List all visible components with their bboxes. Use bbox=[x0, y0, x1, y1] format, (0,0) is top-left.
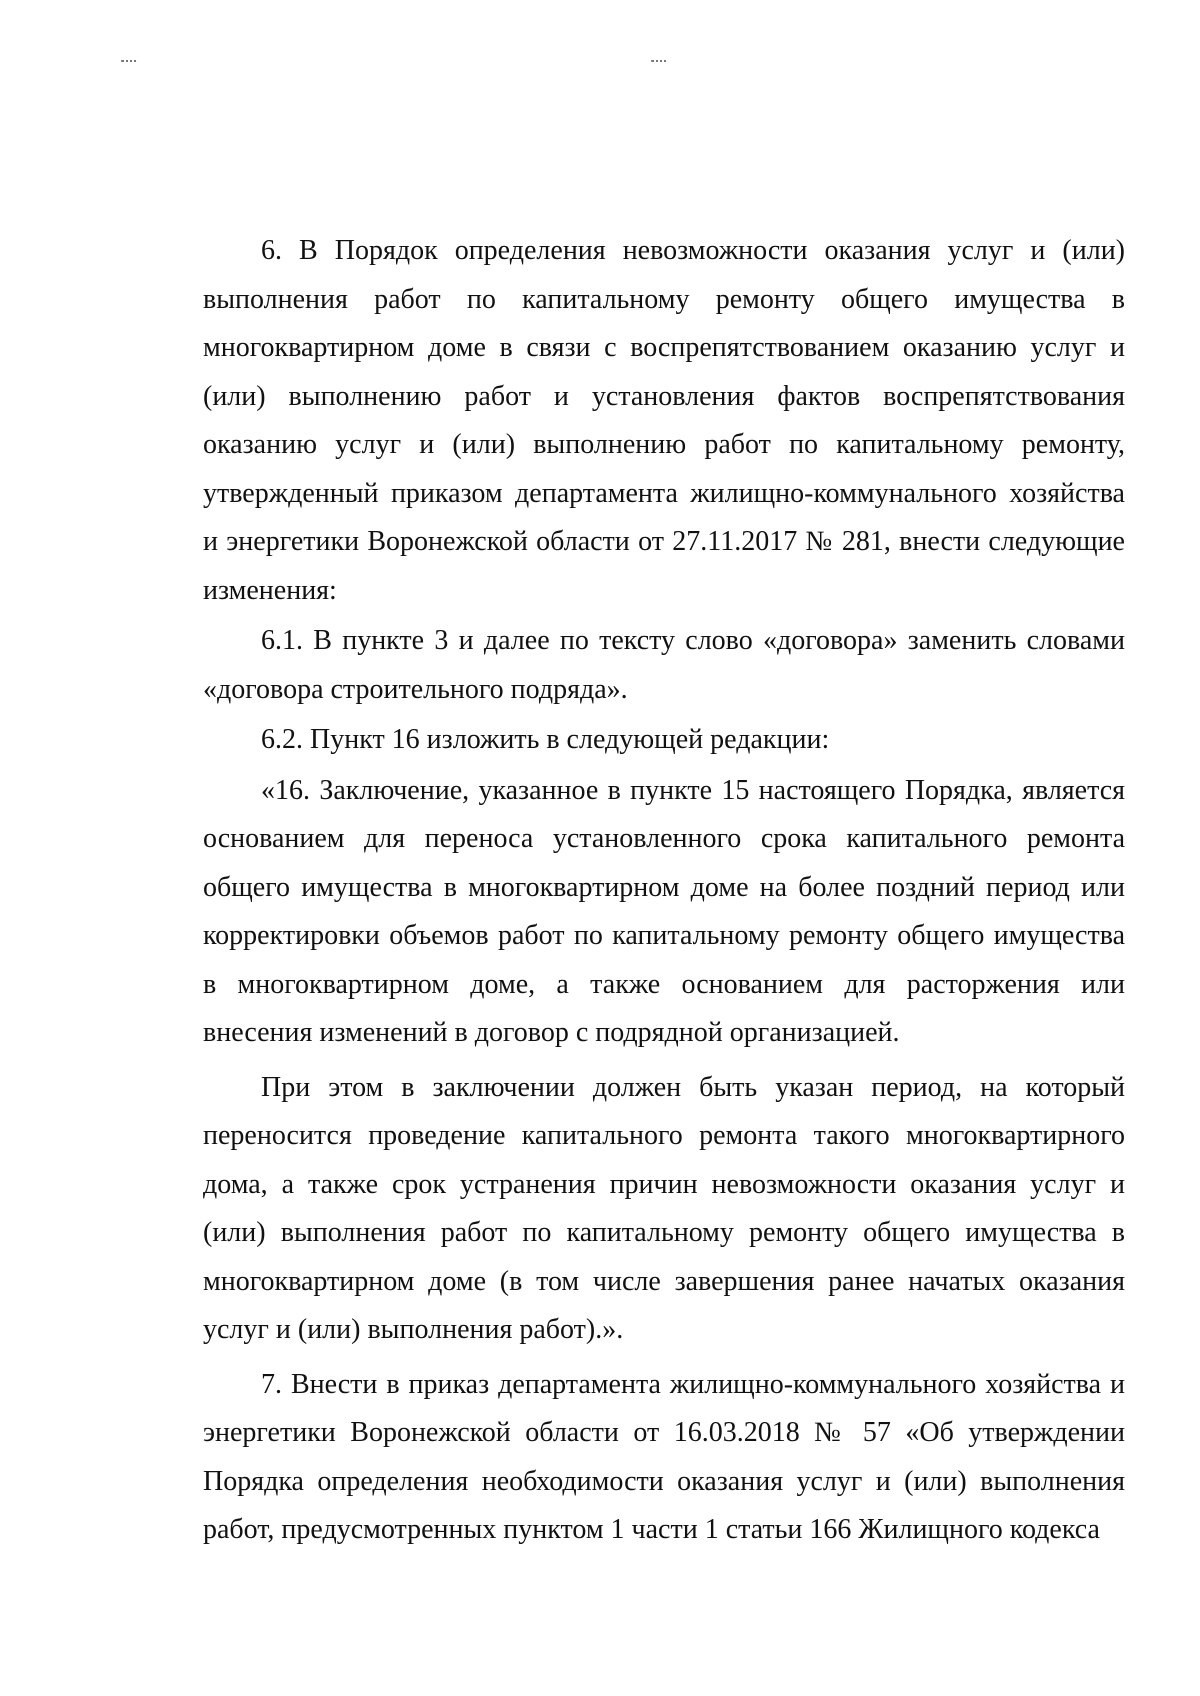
paragraph-16-continuation: При этом в заключении должен быть указан период, на который переносится проведение капитального ремонта такого многоквартирного дома, а также срок устранения причин невозможности оказания услуг и (или) выполнения работ по капитальному ремонту общего имущества в многоквартирном доме (в том числе завершения ранее начатых оказания услуг и (или) выполнения работ).». bbox=[203, 1071, 1125, 1345]
paragraph-16: «16. Заключение, указанное в пункте 15 настоящего Порядка, является основанием для переноса установленного срока капитального ремонта общего имущества в многоквартирном доме на более поздний период или корректировки объемов работ по капитальному ремонту общего имущества в многоквартирном доме, а также основанием для расторжения или внесения изменений в договор с подрядной организацией. bbox=[203, 774, 1125, 1048]
paragraph-6: 6. В Порядок определения невозможности оказания услуг и (или) выполнения работ по капитальному ремонту общего имущества в многоквартирном доме в связи с воспрепятствованием оказанию услуг и (или) выполнению работ и установления фактов воспрепятствования оказанию услуг и (или) выполнению работ по капитальному ремонту, утвержденный приказом департамента жилищно-коммунального хозяйства и энергетики Воронежской области от 27.11.2017 № 281, внести следующие изменения: bbox=[203, 235, 1125, 606]
scan-mark bbox=[650, 60, 668, 65]
document-body bbox=[203, 227, 1125, 1555]
scan-mark bbox=[120, 60, 138, 65]
paragraph-6-1: 6.1. В пункте 3 и далее по тексту слово «договора» заменить словами «договора строительного подряда». bbox=[203, 625, 1125, 705]
paragraph-6-2: 6.2. Пункт 16 изложить в следующей редакции: bbox=[261, 724, 830, 755]
paragraph-7: 7. Внести в приказ департамента жилищно-коммунального хозяйства и энергетики Воронежской области от 16.03.2018 № 57 «Об утверждении Порядка определения необходимости оказания услуг и (или) выполнения работ, предусмотренных пунктом 1 части 1 статьи 166 Жилищного кодекса bbox=[203, 1368, 1125, 1545]
